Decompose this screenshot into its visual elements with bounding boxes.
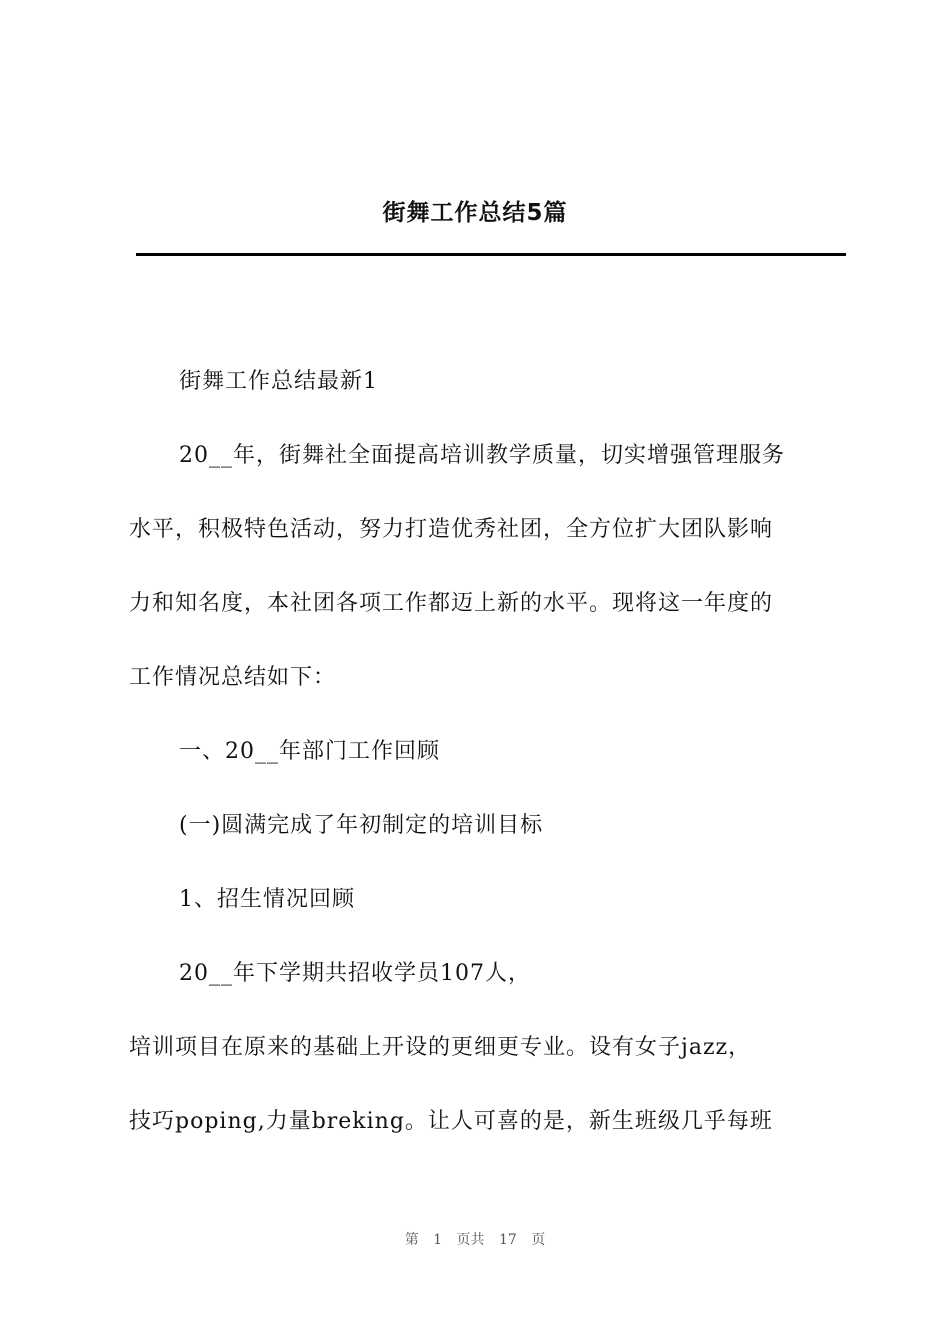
paragraph-line: 工作情况总结如下： — [129, 665, 337, 690]
footer-middle: 页共 — [456, 1232, 485, 1248]
section-heading: 街舞工作总结最新1 — [179, 369, 378, 394]
paragraph-line: 技巧poping,力量breking。让人可喜的是，新生班级几乎每班 — [129, 1109, 773, 1134]
section-heading: 一、20__年部门工作回顾 — [179, 739, 440, 764]
title-divider — [136, 253, 846, 256]
footer-total-pages: 17 — [499, 1232, 517, 1248]
paragraph-line: 培训项目在原来的基础上开设的更细更专业。设有女子jazz， — [129, 1035, 752, 1060]
paragraph-line: 水平，积极特色活动，努力打造优秀社团，全方位扩大团队影响 — [129, 517, 774, 542]
paragraph-line: 力和知名度，本社团各项工作都迈上新的水平。现将这一年度的 — [129, 591, 774, 616]
document-body — [129, 345, 849, 1159]
footer-page-number: 1 — [433, 1232, 443, 1248]
page-footer — [0, 1229, 950, 1249]
document-title: 街舞工作总结5篇 — [382, 200, 568, 226]
paragraph-line: 20__年，街舞社全面提高培训教学质量，切实增强管理服务 — [179, 443, 785, 468]
paragraph-line: 20__年下学期共招收学员107人， — [179, 961, 531, 986]
subsection-heading: 1、招生情况回顾 — [179, 887, 355, 912]
footer-prefix: 第 — [404, 1232, 419, 1248]
subsection-heading: (一)圆满完成了年初制定的培训目标 — [179, 813, 544, 838]
footer-suffix: 页 — [531, 1232, 546, 1248]
